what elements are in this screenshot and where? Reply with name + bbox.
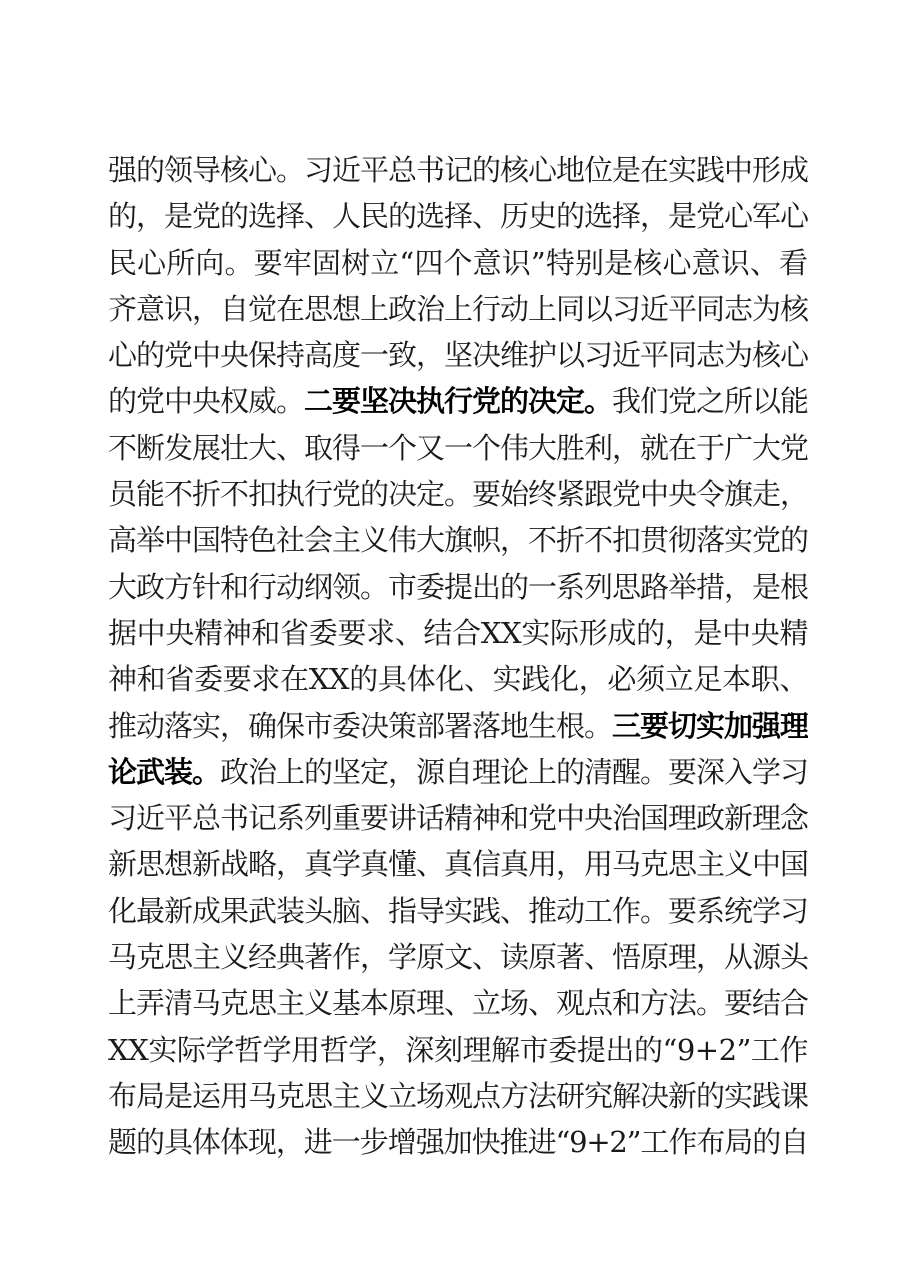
text-line — [108, 749, 808, 795]
text-run: 齐意识，自觉在思想上政治上行动上同以习近平同志为核 — [108, 291, 808, 326]
text-line — [108, 795, 808, 841]
bold-heading-run: 三要切实加强理 — [612, 708, 808, 743]
text-run: 新思想新战略，真学真懂、真信真用，用马克思主义中国 — [108, 847, 808, 882]
text-line — [108, 147, 808, 193]
text-line — [108, 471, 808, 517]
text-run: 习近平总书记系列重要讲话精神和党中央治国理政新理念 — [108, 801, 808, 836]
text-run: 大政方针和行动纲领。市委提出的一系列思路举措，是根 — [108, 569, 808, 604]
text-line — [108, 1073, 808, 1119]
text-line — [108, 517, 808, 563]
text-line — [108, 888, 808, 934]
text-run: 心的党中央保持高度一致，坚决维护以习近平同志为核心 — [108, 338, 808, 373]
text-run: 题的具体体现，进一步增强加快推进“9+2”工作布局的自 — [108, 1125, 808, 1160]
text-run: 化最新成果武装头脑、指导实践、推动工作。要系统学习 — [108, 893, 808, 928]
bold-heading-run: 二要坚决执行党的决定。 — [304, 384, 613, 419]
text-line — [108, 841, 808, 887]
text-line — [108, 332, 808, 378]
text-line — [108, 378, 808, 424]
text-run: 的党中央权威。 — [108, 384, 305, 419]
bold-heading-run: 论武装。 — [108, 754, 221, 789]
text-run: 的，是党的选择、人民的选择、历史的选择，是党心军心 — [108, 199, 808, 234]
text-run: 政治上的坚定，源自理论上的清醒。要深入学习 — [220, 754, 808, 789]
text-line — [108, 193, 808, 239]
text-run: 神和省委要求在XX的具体化、实践化，必须立足本职、 — [108, 662, 808, 697]
body-paragraph — [108, 147, 808, 1166]
text-line — [108, 1027, 808, 1073]
text-run: 员能不折不扣执行党的决定。要始终紧跟党中央令旗走， — [108, 477, 808, 512]
text-line — [108, 703, 808, 749]
text-run: 高举中国特色社会主义伟大旗帜，不折不扣贯彻落实党的 — [108, 523, 808, 558]
text-line — [108, 980, 808, 1026]
text-run: 上弄清马克思主义基本原理、立场、观点和方法。要结合 — [108, 986, 808, 1021]
text-run: 马克思主义经典著作，学原文、读原著、悟原理，从源头 — [108, 940, 808, 975]
text-line — [108, 610, 808, 656]
text-line — [108, 286, 808, 332]
text-run: 推动落实，确保市委决策部署落地生根。 — [108, 708, 613, 743]
text-line — [108, 564, 808, 610]
text-run: 布局是运用马克思主义立场观点方法研究解决新的实践课 — [108, 1078, 808, 1113]
text-line — [108, 1119, 808, 1165]
text-line — [108, 934, 808, 980]
text-line — [108, 656, 808, 702]
text-line — [108, 240, 808, 286]
text-run: 不断发展壮大、取得一个又一个伟大胜利，就在于广大党 — [108, 430, 808, 465]
text-line — [108, 425, 808, 471]
text-run: 我们党之所以能 — [612, 384, 808, 419]
text-run: 民心所向。要牢固树立“四个意识”特别是核心意识、看 — [108, 245, 808, 280]
text-run: 据中央精神和省委要求、结合XX实际形成的，是中央精 — [108, 615, 808, 650]
text-run: 强的领导核心。习近平总书记的核心地位是在实践中形成 — [108, 153, 808, 187]
text-run: XX实际学哲学用哲学，深刻理解市委提出的“9+2”工作 — [108, 1032, 808, 1067]
